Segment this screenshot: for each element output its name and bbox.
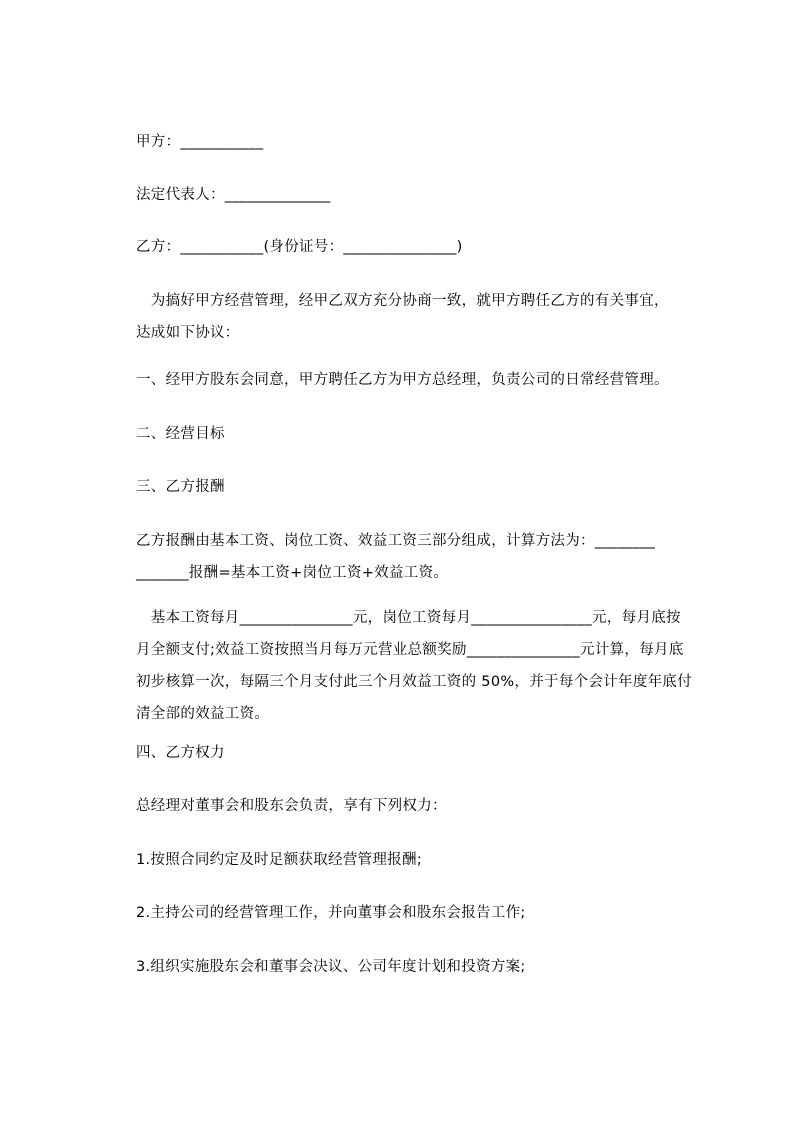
pay-detail-line-4: 清全部的效益工资。 [136,706,270,722]
pay-method-line-2: _______报酬=基本工资+岗位工资+效益工资。 [136,565,449,581]
party-a-line: 甲方：___________ [136,134,264,150]
clause-1: 一、经甲方股东会同意，甲方聘任乙方为甲方总经理，负责公司的日常经营管理。 [136,372,669,388]
clause-4-heading: 四、乙方权力 [136,745,225,761]
party-b-line: 乙方：___________(身份证号：_______________) [136,239,463,255]
intro-line-1: 为搞好甲方经营管理，经甲乙双方充分协商一致，就甲方聘任乙方的有关事宜， [136,293,669,309]
intro-paragraph [136,285,706,349]
powers-intro: 总经理对董事会和股东会负责，享有下列权力： [136,798,447,814]
power-item-2: 2.主持公司的经营管理工作，并向董事会和股东会报告工作; [136,905,526,921]
pay-method-line-1: 乙方报酬由基本工资、岗位工资、效益工资三部分组成，计算方法为：________ [136,533,656,549]
legal-representative-line: 法定代表人：______________ [136,187,331,203]
power-item-3: 3.组织实施股东会和董事会决议、公司年度计划和投资方案; [136,959,526,975]
pay-detail-line-2: 月全额支付;效益工资按照当月每万元营业总额奖励_______________元计算，每月底 [136,642,684,658]
intro-line-2: 达成如下协议： [136,325,240,341]
power-item-1: 1.按照合同约定及时足额获取经营管理报酬; [136,852,423,868]
pay-detail-line-3: 初步核算一次，每隔三个月支付此三个月效益工资的 50%，并于每个会计年度年底付 [136,674,693,690]
clause-2-heading: 二、经营目标 [136,426,225,442]
pay-detail-line-1: 基本工资每月_______________元，岗位工资每月________________元，每月底按 [136,610,681,626]
pay-method-paragraph [136,525,706,589]
clause-3-heading: 三、乙方报酬 [136,479,225,495]
pay-detail-paragraph [136,602,706,730]
